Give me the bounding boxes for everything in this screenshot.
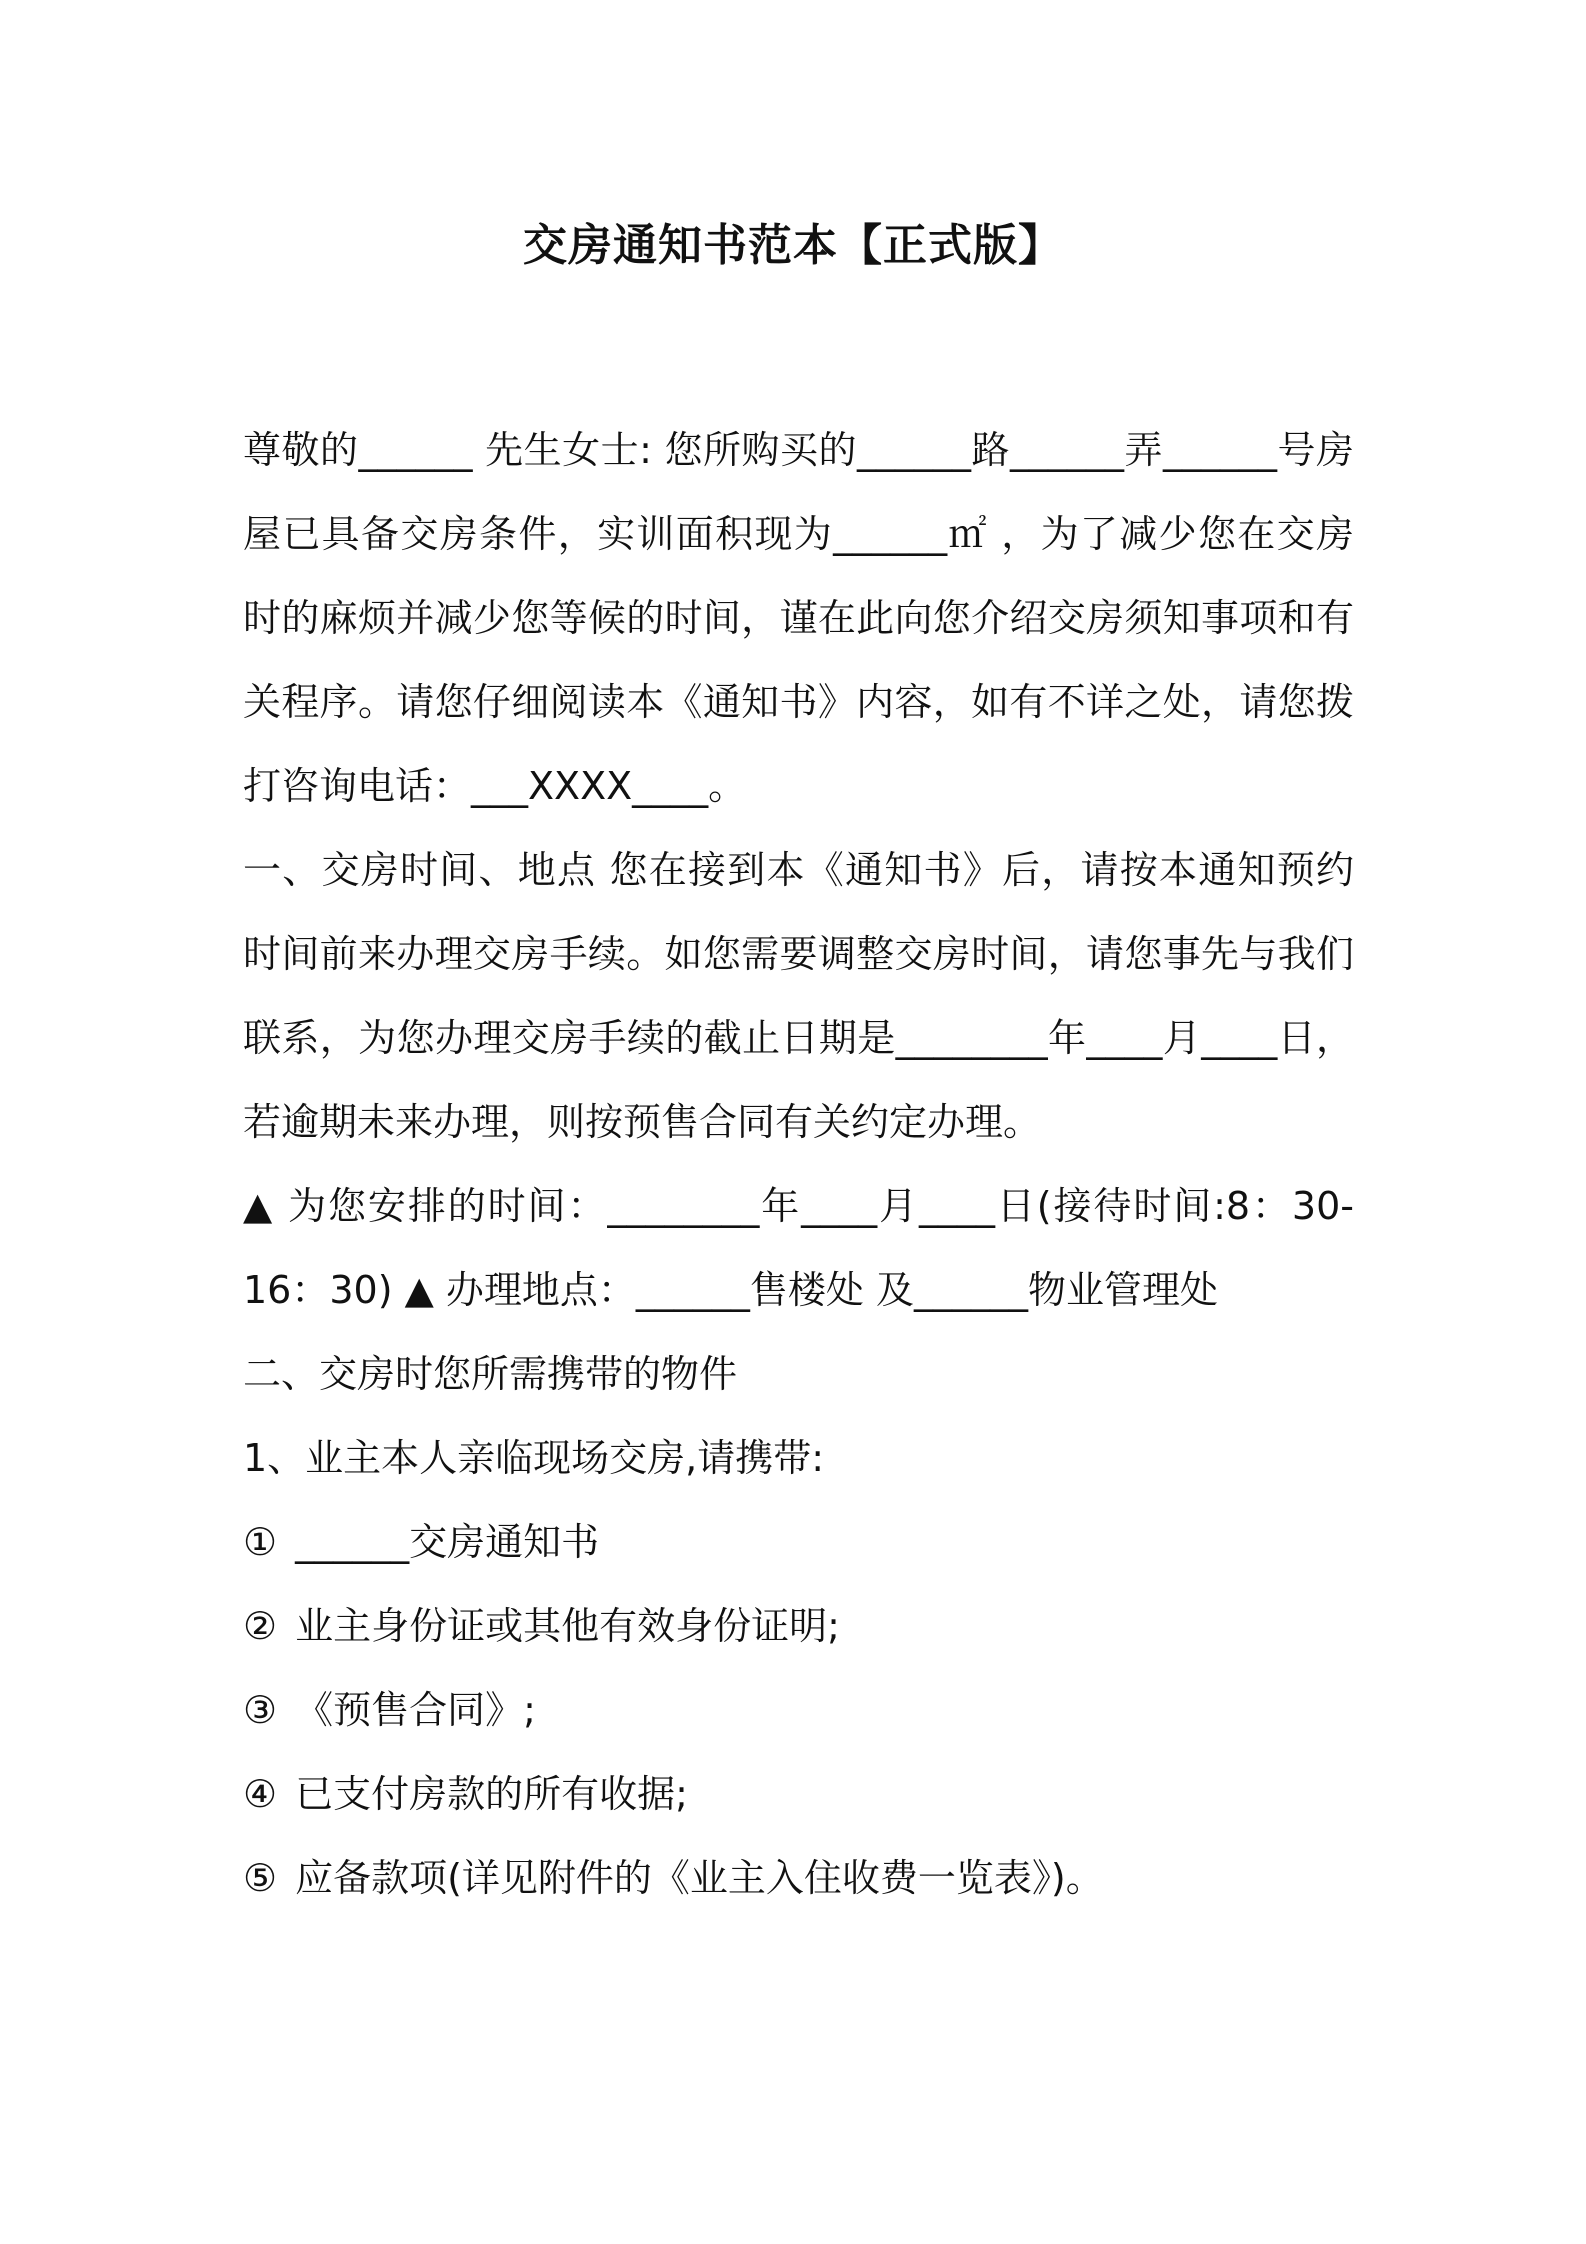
list-item-text: 已支付房款的所有收据; <box>295 1772 688 1816</box>
list-marker: ② <box>243 1604 278 1648</box>
list-item-text: ______交房通知书 <box>295 1520 600 1564</box>
list-item-text: 业主身份证或其他有效身份证明; <box>295 1604 840 1648</box>
list-item-text: 《预售合同》; <box>295 1688 536 1732</box>
list-item <box>243 1668 1354 1752</box>
page-title: 交房通知书范本【正式版】 <box>523 220 1063 271</box>
list-item <box>243 1584 1354 1668</box>
list-item <box>243 1500 1354 1584</box>
list-marker: ③ <box>243 1688 278 1732</box>
list-marker: ① <box>243 1520 278 1564</box>
section-2-heading: 二、交房时您所需携带的物件 <box>243 1352 738 1396</box>
schedule-paragraph: ▲ 为您安排的时间：________年____月____日(接待时间:8：30-16：30) ▲ 办理地点：______售楼处 及______物业管理处 <box>243 1184 1354 1312</box>
section-1-paragraph: 一、交房时间、地点 您在接到本《通知书》后，请按本通知预约时间前来办理交房手续。如您需要调整交房时间，请您事先与我们联系，为您办理交房手续的截止日期是________年____月____日，若逾期未来办理，则按预售合同有关约定办理。 <box>243 848 1354 1144</box>
list-marker: ④ <box>243 1772 278 1816</box>
subsection-1-heading: 1、业主本人亲临现场交房,请携带: <box>243 1436 825 1480</box>
list-item <box>243 1752 1354 1836</box>
intro-paragraph: 尊敬的______ 先生女士: 您所购买的______路______弄______号房屋已具备交房条件，实训面积现为______㎡ ，为了减少您在交房时的麻烦并减少您等候的时间，谨在此向您介绍交房须知事项和有关程序。请您仔细阅读本《通知书》内容，如有不详之处，请您拨打咨询电话：___XXXX____。 <box>243 428 1354 808</box>
list-item <box>243 1836 1354 1920</box>
list-item-text: 应备款项(详见附件的《业主入住收费一览表》)。 <box>295 1856 1104 1900</box>
document-body <box>243 408 1354 1920</box>
list-marker: ⑤ <box>243 1856 278 1900</box>
